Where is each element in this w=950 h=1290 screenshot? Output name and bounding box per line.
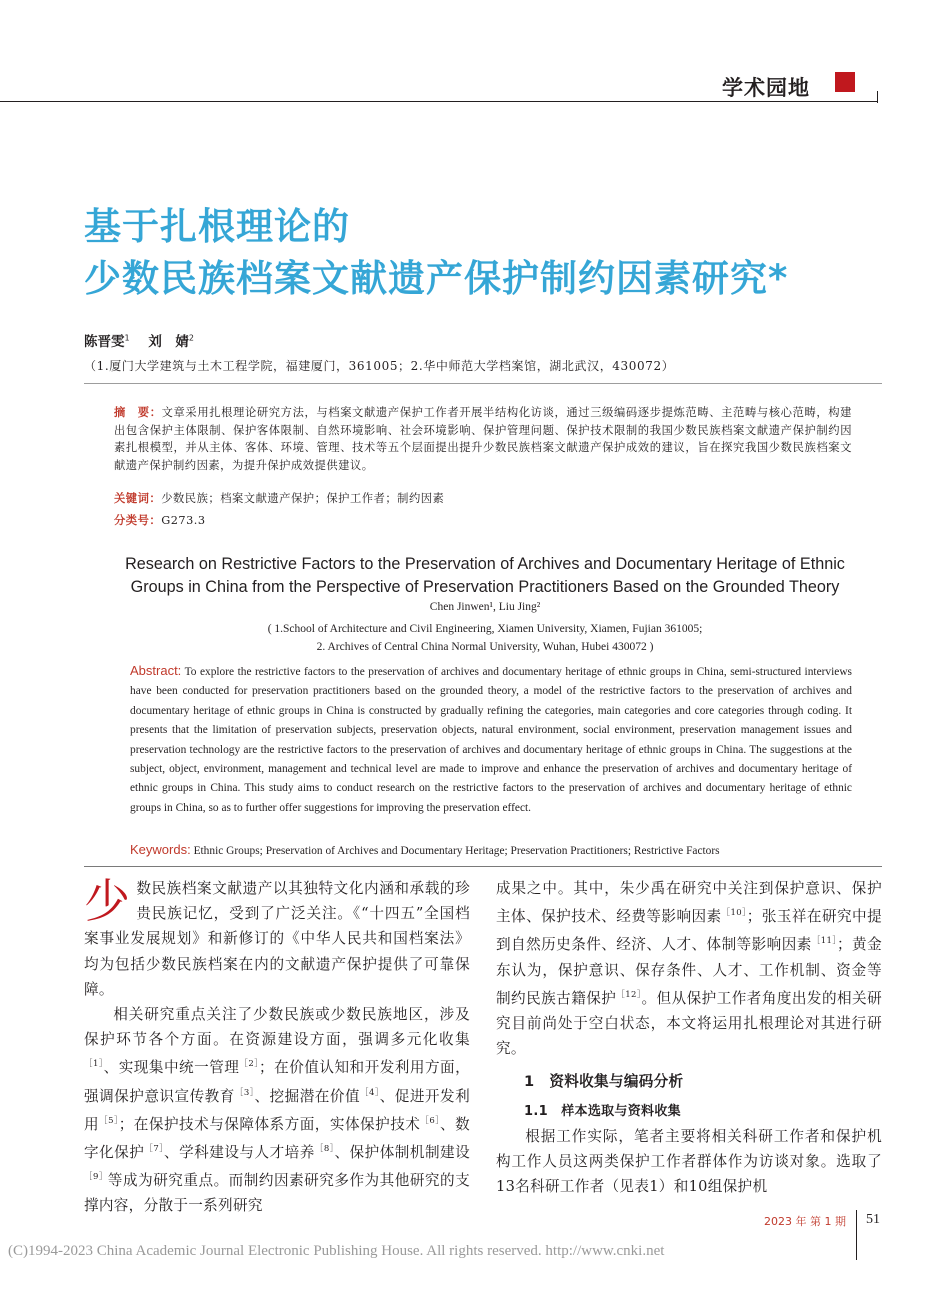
paragraph-text: 数民族档案文献遗产以其独特文化内涵和承载的珍贵民族记忆，受到了广泛关注。《“十四五”全国档案事业发展规划》和新修订的《中华人民共和国档案法》均为包括少数民族档案在内的文献遗产保护提供了可靠保障。 (84, 880, 470, 998)
keywords-label: 关键词： (114, 492, 162, 505)
english-title-line-1: Research on Restrictive Factors to the Preservation of Archives and Documentary Heritage of Ethnic (125, 555, 845, 573)
classification (114, 512, 852, 530)
author-name: 刘 婧 (148, 334, 189, 350)
author-affil-mark: 1 (124, 333, 130, 343)
citation[interactable]: ［3］ (234, 1087, 255, 1098)
body-column-left (84, 876, 470, 1219)
paragraph-text: 、挖掘潜在价值 (254, 1087, 361, 1105)
abstract-text: 文章采用扎根理论研究方法，与档案文献遗产保护工作者开展半结构化访谈，通过三级编码逐步提炼范畴、主范畴与核心范畴，构建出包含保护主体限制、保护客体限制、自然环境影响、社会环境影响、保护管理问题、保护技术限制的我国少数民族档案文献遗产保护制约因素扎根模型，并从主体、客体、环境、管理、技术等五个层面提出提升少数民族档案文献遗产保护成效的建议，旨在探究我国少数民族档案文献遗产保护制约因素，为提升保护成效提供建议。 (114, 406, 852, 472)
citation[interactable]: ［7］ (144, 1144, 164, 1155)
classification-label: 分类号： (114, 514, 162, 527)
keywords-en-text: Ethnic Groups; Preservation of Archives and Documentary Heritage; Preservation Practitioners; Restrictive Factors (193, 845, 720, 857)
keywords-en-label: Keywords: (130, 842, 191, 857)
paragraph-text: 相关研究重点关注了少数民族或少数民族地区，涉及保护环节各个方面。在资源建设方面，强调多元化收集 (84, 1006, 470, 1049)
paragraph-text: 、促进开发利用 (84, 1087, 470, 1133)
english-affiliation-line-2: 2. Archives of Central China Normal University, Wuhan, Hubei 430072 ) (316, 641, 654, 653)
abstract-label: 摘 要： (114, 406, 162, 419)
abstract-cn (114, 404, 852, 474)
author-name: 陈晋雯 (84, 334, 125, 350)
paragraph-text: 、实现集中统一管理 (103, 1059, 240, 1077)
paragraph-text: ；张玉祥在研究中提到自然历史条件、经济、人才、体制等影响因素 (496, 908, 882, 954)
drop-cap: 少 (84, 874, 131, 928)
citation[interactable]: ［5］ (99, 1115, 119, 1126)
keywords-cn (114, 490, 852, 508)
paragraph-text: ；黄金东认为，保护意识、保存条件、人才、工作机制、资金等制约民族古籍保护 (496, 936, 882, 1007)
citation[interactable]: ［10］ (721, 908, 747, 919)
paragraph-text: 成果之中。其中，朱少禹在研究中关注到保护意识、保护主体、保护技术、经费等影响因素 (496, 880, 882, 926)
divider (84, 383, 882, 384)
abstract-en (130, 661, 852, 818)
body-paragraph (496, 876, 882, 1061)
paragraph-text: ；在价值认知和开发利用方面，强调保护意识宣传教育 (84, 1059, 471, 1105)
header-rule-tick (877, 91, 878, 103)
section-label: 学术园地 (722, 76, 810, 100)
paragraph-text: 。但从保护工作者角度出发的相关研究目前尚处于空白状态，本文将运用扎根理论对其进行研究。 (496, 989, 882, 1058)
english-title-line-2: Groups in China from the Perspective of Preservation Practitioners Based on the Grounded Theory (130, 578, 840, 596)
citation[interactable]: ［8］ (314, 1144, 335, 1155)
citation[interactable]: ［6］ (420, 1115, 440, 1126)
author-affil-mark: 2 (188, 333, 194, 343)
citation[interactable]: ［9］ (84, 1172, 108, 1183)
body-paragraph: 根据工作实际，笔者主要将相关科研工作者和保护机构工作人员这两类保护工作者群体作为访谈对象。选取了13名科研工作者（见表1）和10组保护机 (496, 1127, 882, 1196)
english-affiliation-line-1: ( 1.School of Architecture and Civil Engineering, Xiamen University, Xiamen, Fujian 361005; (267, 623, 703, 635)
paragraph-text: 、学科建设与人才培养 (163, 1144, 315, 1162)
paragraph-text: 、数字化保护 (84, 1115, 470, 1162)
citation[interactable]: ［1］ (84, 1059, 104, 1070)
body-paragraph (84, 876, 470, 1002)
paper-title-line-1: 基于扎根理论的 (84, 205, 350, 248)
section-marker (835, 72, 855, 92)
citation[interactable]: ［11］ (811, 936, 838, 947)
body-paragraph (84, 1002, 470, 1219)
classification-value: G273.3 (161, 514, 206, 527)
page-number: 51 (866, 1212, 880, 1227)
english-authors: Chen Jinwen¹, Liu Jing² (429, 601, 541, 613)
paragraph-text: ；在保护技术与保障体系方面，实体保护技术 (118, 1115, 421, 1133)
author-list (84, 330, 194, 350)
citation[interactable]: ［4］ (360, 1087, 380, 1098)
section-heading: 1 资料收集与编码分析 (524, 1073, 684, 1091)
paragraph-text: 、保护体制机制建设 (334, 1144, 471, 1162)
header-rule (0, 101, 878, 102)
issue-date: 2023 年 第 1 期 (764, 1215, 846, 1228)
affiliation: （1.厦门大学建筑与土木工程学院，福建厦门，361005；2.华中师范大学档案馆，湖北武汉，430072） (84, 359, 675, 373)
copyright-notice: (C)1994-2023 China Academic Journal Electronic Publishing House. All rights reserved. http://www.cnki.net (8, 1243, 665, 1259)
keywords-en (130, 842, 870, 857)
divider (84, 866, 882, 867)
citation[interactable]: ［2］ (239, 1059, 260, 1070)
body-column-right (496, 876, 882, 1199)
paper-title-line-2: 少数民族档案文献遗产保护制约因素研究* (84, 257, 789, 300)
keywords-text: 少数民族；档案文献遗产保护；保护工作者；制约因素 (161, 492, 445, 505)
subsection-heading: 1.1 样本选取与资料收集 (524, 1103, 681, 1119)
abstract-en-text: To explore the restrictive factors to the preservation of archives and documentary heritage of ethnic groups in China, semi-structured interviews have been conducted for preservation practitioners based on the grounded theory, a model of the restrictive factors to the preservation of archives and documentary heritage of ethnic groups in China is constructed by gradually refining the categories, main categories and core categories through coding. It presents that the limitation of preservation subjects, preservation objects, natural environment, social environment, preservation management issues and preservation technology are the restrictive factors to the preservation of archives and documentary heritage of ethnic groups in China. The suggestions at the subject, object, environment, management and technical level are made to improve and enhance the preservation of archives and documentary heritage of ethnic groups in China. This study aims to conduct research on the restrictive factors to the preservation of archives and documentary heritage of ethnic groups in China, so as to further offer suggestions for improving the preservation effect. (130, 666, 852, 814)
citation[interactable]: ［12］ (616, 989, 642, 1000)
paragraph-text: 等成为研究重点。而制约因素研究多作为其他研究的支撑内容，分散于一系列研究 (84, 1172, 471, 1215)
abstract-en-label: Abstract: (130, 663, 182, 678)
